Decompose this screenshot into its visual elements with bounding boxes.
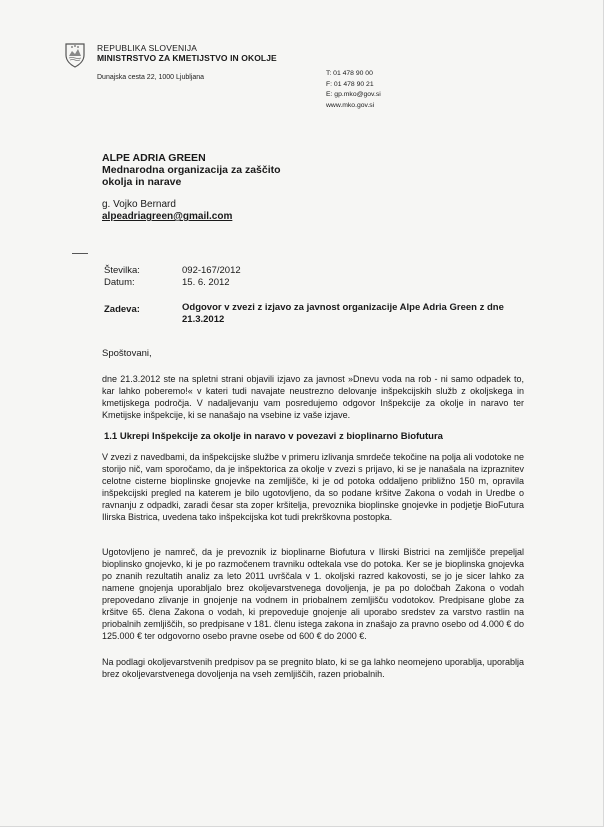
recipient-contact	[102, 199, 232, 223]
section-heading: 1.1 Ukrepi Inšpekcije za okolje in naravo v povezavi z bioplinarno Biofutura	[104, 431, 443, 442]
document-number: 092-167/2012	[182, 265, 241, 276]
ministry-title: MINISTRSTVO ZA KMETIJSTVO IN OKOLJE	[97, 53, 277, 63]
fax-number: F: 01 478 90 21	[326, 80, 374, 88]
recipient-org-desc: Mednarodna organizacija za zaščito	[102, 164, 281, 176]
recipient-org-desc: okolja in narave	[102, 176, 182, 188]
body-paragraph: dne 21.3.2012 ste na spletni strani objavili izjavo za javnost »Dnevu voda na rob - ni samo odpadek to, kar lahko poberemo!« v kateri tudi navajate neustrezno delovanje inšpekcijskih služb z okoljskega in kmetijskega področja. V nadaljevanju vam posredujemo odgovor Inšpekcije za okolje in naravo ter Kmetijske inšpekcije, ki se nanašajo na vsebine iz vaše izjave.	[102, 374, 524, 420]
ministry-name	[97, 43, 277, 63]
divider	[72, 253, 88, 254]
phone-number: T: 01 478 90 00	[326, 70, 373, 77]
body-paragraph: V zvezi z navedbami, da inšpekcijske službe v primeru izlivanja smrdeče tekočine na polja ali vodotoke ne storijo nič, vam sporočamo, da je inšpektorica za okolje v zvezi s prijavo, ki se je nanašala na izpraznitev celotne cisterne bioplinske gnojevke na zemljišče, ki je od potoka oddaljeno približno 150 m, opravila inšpekcijski pregled na katerem je bilo ugotovljeno, da so podane kršitve Zakona o vodah in Uredbe o ravnanju z odpadki, zaradi česar sta zoper kršitelja, prevoznika bioplinske gnojevke in podjetje BioFutura Ilirska Bistrica, uvedena tako inšpekcijska kot tudi prekrškovna postopka.	[102, 452, 524, 522]
subject-label: Zadeva:	[104, 304, 140, 315]
ministry-address: Dunajska cesta 22, 1000 Ljubljana	[97, 74, 205, 81]
coat-of-arms-icon	[64, 42, 86, 68]
ministry-contacts	[326, 69, 381, 111]
document-date: 15. 6. 2012	[182, 276, 230, 288]
recipient-person: g. Vojko Bernard	[102, 199, 176, 210]
date-label: Datum:	[104, 276, 135, 288]
country-name: REPUBLIKA SLOVENIJA	[97, 43, 198, 53]
body-paragraph: Na podlagi okoljevarstvenih predpisov pa se pregnito blato, ki se ga lahko neomejeno uporablja, uporablja brez okoljevarstvenega dovoljenja na vseh zemljiščih, razen priobalnih.	[102, 657, 524, 679]
reference-values	[182, 265, 241, 288]
reference-labels	[104, 265, 140, 288]
greeting: Spoštovani,	[102, 348, 152, 359]
body-paragraph: Ugotovljeno je namreč, da je prevoznik iz bioplinarne Biofutura v Ilirski Bistrici na zemljišče prepeljal bioplinsko gnojevko, ki je po razmočenem travniku odtekala vse do potoka. Ker se je bioplinska gnojevka po znanih rezultatih analiz za leto 2011 uvrščala v 1. okoljski razred kakovosti, se jo je sicer lahko za namene gnojenja uporabljalo brez okoljevarstvenega dovoljenja, je pa po določbah Zakona o vodah prepovedano zlivanje in gnojenje na vodnem in priobalnem zemljišču vodotokov. Predpisane globe za kršitve 65. člena Zakona o vodah, ki prepoveduje gnojenje ali uporabo sredstev za varstvo rastlin na priobalnih zemljiščih, so predpisane v 181. členu istega zakona in znašajo za pravno osebo od 4.000 € do 125.000 € ter odgovorno osebo pravne osebe od 600 € do 2000 €.	[102, 547, 524, 641]
ministry-website: www.mko.gov.si	[326, 101, 375, 109]
recipient-org-name: ALPE ADRIA GREEN	[102, 152, 206, 164]
ministry-email: E: gp.mko@gov.si	[326, 91, 381, 98]
subject-text: Odgovor v zvezi z izjavo za javnost organizacije Alpe Adria Green z dne 21.3.2012	[182, 302, 504, 325]
number-label: Številka:	[104, 265, 140, 276]
recipient-email-link[interactable]: alpeadriagreen@gmail.com	[102, 211, 233, 222]
recipient-block	[102, 152, 281, 188]
